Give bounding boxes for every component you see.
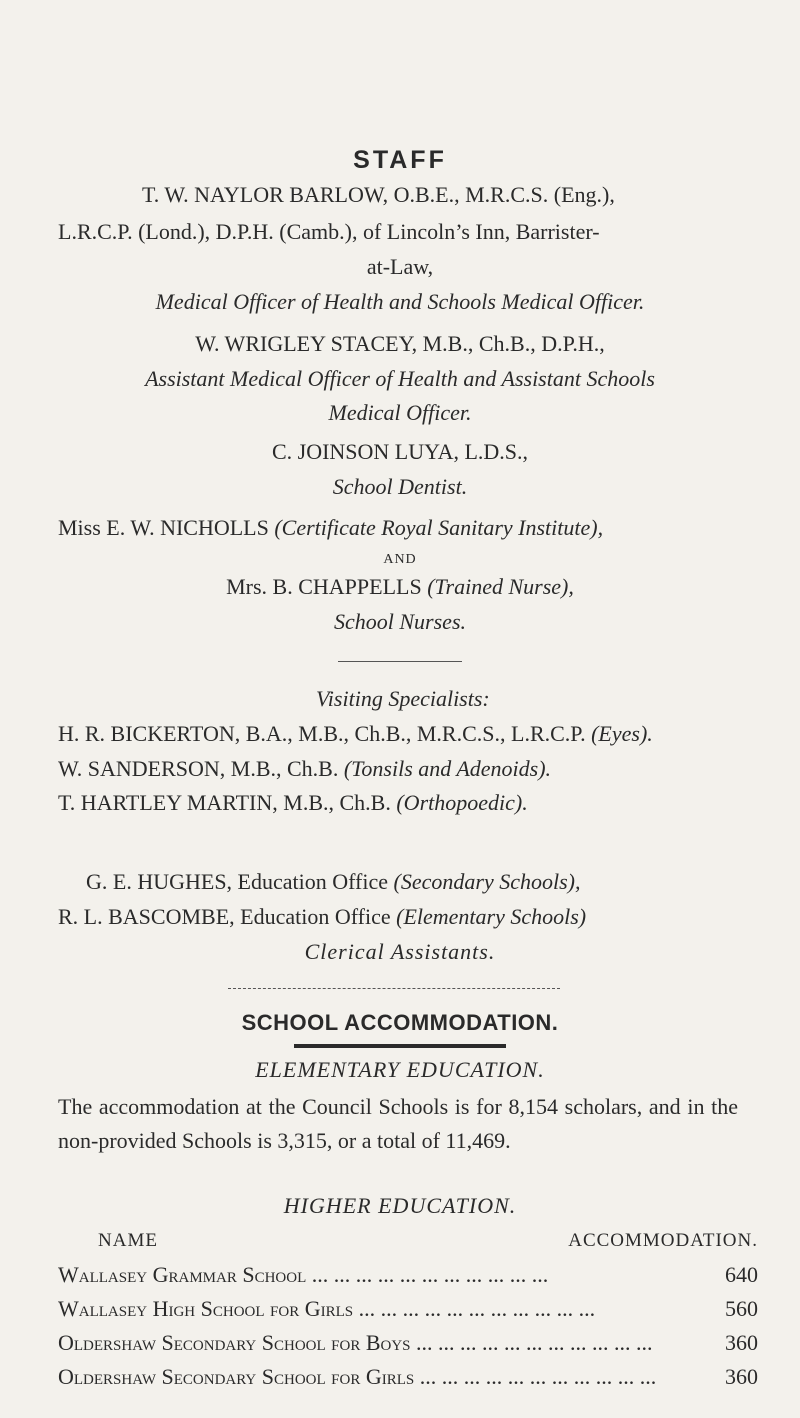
school-accommodation: 360: [698, 1364, 758, 1390]
school-name: Wallasey Grammar School ... .: [58, 1262, 698, 1288]
specialist-2-name: W. SANDERSON, M.B., Ch.B.: [58, 756, 339, 781]
nurse-1-certificate: (Certificate Royal Sanitary Institute),: [274, 515, 604, 540]
table-row: [58, 1364, 758, 1398]
nurse-2: [0, 574, 800, 600]
col-accommodation-header: ACCOMMODATION.: [568, 1230, 758, 1251]
divider-1: [338, 661, 462, 662]
assistant-name: W. WRIGLEY STACEY, M.B., Ch.B., D.P.H.,: [195, 331, 605, 356]
school-name: Oldershaw Secondary School for Boys ... .: [58, 1330, 698, 1356]
specialist-3: [58, 790, 528, 816]
assistant-role-1: Assistant Medical Officer of Health and Assistant Schools: [145, 366, 655, 391]
clerical-2-note: (Elementary Schools): [396, 904, 587, 929]
clerical-1-note: (Secondary Schools),: [393, 869, 581, 894]
specialists-heading: Visiting Specialists:: [316, 686, 490, 711]
nurse-2-name: Mrs. B. CHAPPELLS: [226, 574, 422, 599]
moh-name-line-3: at-Law,: [366, 254, 434, 279]
school-name: Oldershaw Secondary School for Girls ... .: [58, 1364, 698, 1390]
school-accommodation: 560: [698, 1296, 758, 1322]
school-accommodation: 360: [698, 1330, 758, 1356]
clerical-2: [58, 904, 586, 930]
clerical-1-name: G. E. HUGHES, Education Office: [86, 869, 389, 894]
clerical-1: [86, 869, 580, 895]
accommodation-underline: [294, 1044, 506, 1048]
schools-table-header: [58, 1230, 758, 1262]
school-accommodation: 640: [698, 1262, 758, 1288]
higher-heading: HIGHER EDUCATION.: [283, 1193, 517, 1218]
assistant-role-2: Medical Officer.: [328, 400, 472, 425]
school-name: Wallasey High School for Girls ... .: [58, 1296, 698, 1322]
dentist-role: School Dentist.: [332, 474, 468, 499]
moh-role: Medical Officer of Health and Schools Medical Officer.: [155, 289, 645, 314]
specialist-1: [58, 721, 653, 747]
dentist-name: C. JOINSON LUYA, L.D.S.,: [271, 439, 529, 464]
divider-2: [228, 988, 560, 989]
table-row: [58, 1262, 758, 1296]
specialist-3-name: T. HARTLEY MARTIN, M.B., Ch.B.: [58, 790, 391, 815]
and-connector: AND: [383, 552, 417, 567]
specialist-1-specialty: (Eyes).: [591, 721, 653, 746]
elementary-heading: ELEMENTARY EDUCATION.: [255, 1057, 545, 1082]
moh-name-line-1: T. W. NAYLOR BARLOW, O.B.E., M.R.C.S. (Eng.),: [142, 182, 615, 207]
specialist-1-name: H. R. BICKERTON, B.A., M.B., Ch.B., M.R.C.S., L.R.C.P.: [58, 721, 586, 746]
clerical-role: Clerical Assistants.: [304, 939, 496, 964]
elementary-text: The accommodation at the Council Schools is for 8,154 scholars, and in the non-provided Schools is 3,315, or a total of 11,469.: [58, 1094, 738, 1153]
nurse-1-name: Miss E. W. NICHOLLS: [58, 515, 269, 540]
accommodation-heading: SCHOOL ACCOMMODATION.: [241, 1010, 559, 1035]
clerical-2-name: R. L. BASCOMBE, Education Office: [58, 904, 391, 929]
table-row: [58, 1330, 758, 1364]
specialist-2-specialty: (Tonsils and Adenoids).: [343, 756, 552, 781]
nurse-1: [58, 515, 603, 541]
col-name-header: NAME: [98, 1230, 158, 1251]
schools-table: [58, 1230, 758, 1398]
nurses-role: School Nurses.: [334, 609, 466, 634]
moh-name-line-2: L.R.C.P. (Lond.), D.P.H. (Camb.), of Lincoln’s Inn, Barrister-: [58, 219, 600, 244]
nurse-2-certificate: (Trained Nurse),: [427, 574, 574, 599]
specialist-2: [58, 756, 551, 782]
specialist-3-specialty: (Orthopoedic).: [396, 790, 528, 815]
page-title: STAFF: [353, 146, 447, 174]
table-row: [58, 1296, 758, 1330]
